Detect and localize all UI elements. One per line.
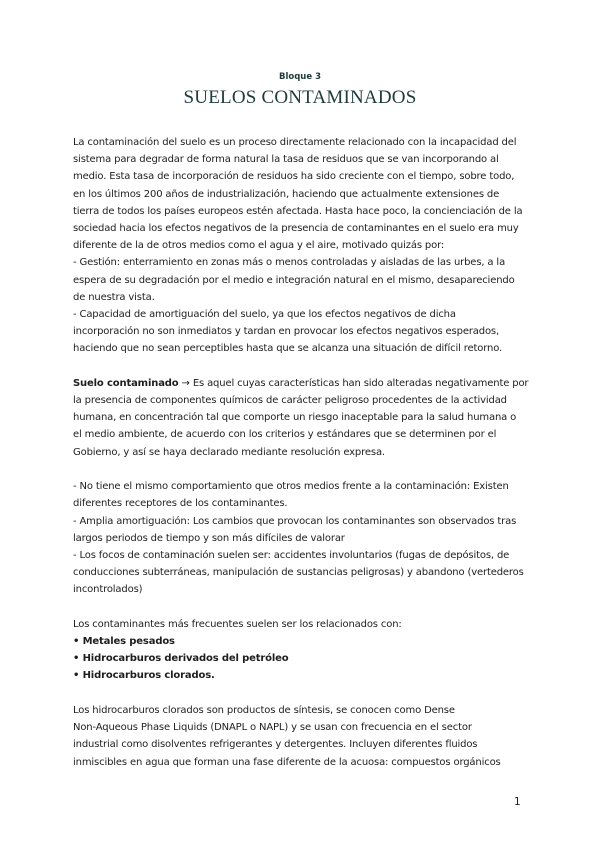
text-line: - No tiene el mismo comportamiento que otros medios frente a la contaminación: Existen [73, 481, 509, 493]
contaminants-intro: Los contaminantes más frecuentes suelen ser los relacionados con: [73, 618, 402, 630]
page-title: SUELOS CONTAMINADOS [183, 87, 417, 108]
text-line: diferente de la de otros medios como el agua y el aire, motivado quizás por: [73, 240, 445, 252]
text-line: de nuestra vista. [73, 291, 155, 303]
text-line: incontrolados) [73, 584, 143, 596]
contaminants-section [73, 616, 533, 685]
text-line: largos periodos de tiempo y son más difíciles de valorar [73, 532, 345, 544]
text-line: tierra de todos los países europeos estén afectada. Hasta hace poco, la concienciación de la [73, 205, 523, 217]
list-item: • Hidrocarburos clorados. [73, 670, 215, 682]
text-line: haciendo que no sean perceptibles hasta que se alcanza una situación de difícil retorno. [73, 343, 503, 355]
document-body [73, 134, 533, 771]
text-line: Gobierno, y así se haya declarado mediante resolución expresa. [73, 446, 385, 458]
text-line: humana, en concentración tal que comporte un riesgo inaceptable para la salud humana o [73, 412, 517, 424]
text-line: incorporación no son inmediatos y tardan en provocar los efectos negativos esperados, [73, 326, 500, 338]
text-line: espera de su degradación por el medio e integración natural en el mismo, desapareciendo [73, 274, 515, 286]
text-line: el medio ambiente, de acuerdo con los criterios y estándares que se determinen por el [73, 429, 497, 441]
block-label: Bloque 3 [278, 72, 321, 82]
text-line: - Capacidad de amortiguación del suelo, ya que los efectos negativos de dicha [73, 308, 456, 320]
text-line: inmiscibles en agua que forman una fase diferente de la acuosa: compuestos orgánicos [73, 756, 501, 768]
text-line: Non-Aqueous Phase Liquids (DNAPL o NAPL) y se usan con frecuencia en el sector [73, 722, 472, 734]
list-item: • Metales pesados [73, 636, 175, 648]
characteristics-paragraph [73, 478, 533, 598]
text-line: Los hidrocarburos clorados son productos de síntesis, se conocen como Dense [73, 705, 455, 716]
definition-text: → Es aquel cuyas características han sido alteradas negativamente por [178, 377, 529, 389]
text-line: en los últimos 200 años de industrialización, haciendo que actualmente extensiones de [73, 188, 500, 200]
intro-paragraph [73, 134, 533, 357]
definition-paragraph [73, 375, 533, 461]
text-line: industrial como disolventes refrigerantes y detergentes. Incluyen diferentes fluidos [73, 739, 478, 751]
text-line: - Los focos de contaminación suelen ser: accidentes involuntarios (fugas de depósitos, de [73, 549, 510, 561]
text-line: conducciones subterráneas, manipulación de sustancias peligrosas) y abandono (vertederos [73, 567, 524, 579]
chlorinated-paragraph [73, 702, 533, 771]
text-line: diferentes receptores de los contaminantes. [73, 498, 288, 510]
definition-first-line [73, 375, 533, 392]
definition-term: Suelo contaminado [73, 377, 179, 389]
text-line: medio. Esta tasa de incorporación de residuos ha sido creciente con el tiempo, sobre todo, [73, 171, 515, 183]
text-line: - Gestión: enterramiento en zonas más o menos controladas y aisladas de las urbes, a la [73, 257, 506, 269]
page-number: 1 [514, 796, 521, 808]
text-line: La contaminación del suelo es un proceso directamente relacionado con la incapacidad del [73, 137, 517, 148]
text-line: la presencia de componentes químicos de carácter peligroso procedentes de la actividad [73, 395, 507, 407]
list-item: • Hidrocarburos derivados del petróleo [73, 653, 289, 665]
text-line: - Amplia amortiguación: Los cambios que provocan los contaminantes son observados tras [73, 515, 517, 527]
text-line: sociedad hacia los efectos negativos de la presencia de contaminantes en el suelo era muy [73, 222, 519, 234]
text-line: sistema para degradar de forma natural la tasa de residuos que se van incorporando al [73, 154, 499, 166]
